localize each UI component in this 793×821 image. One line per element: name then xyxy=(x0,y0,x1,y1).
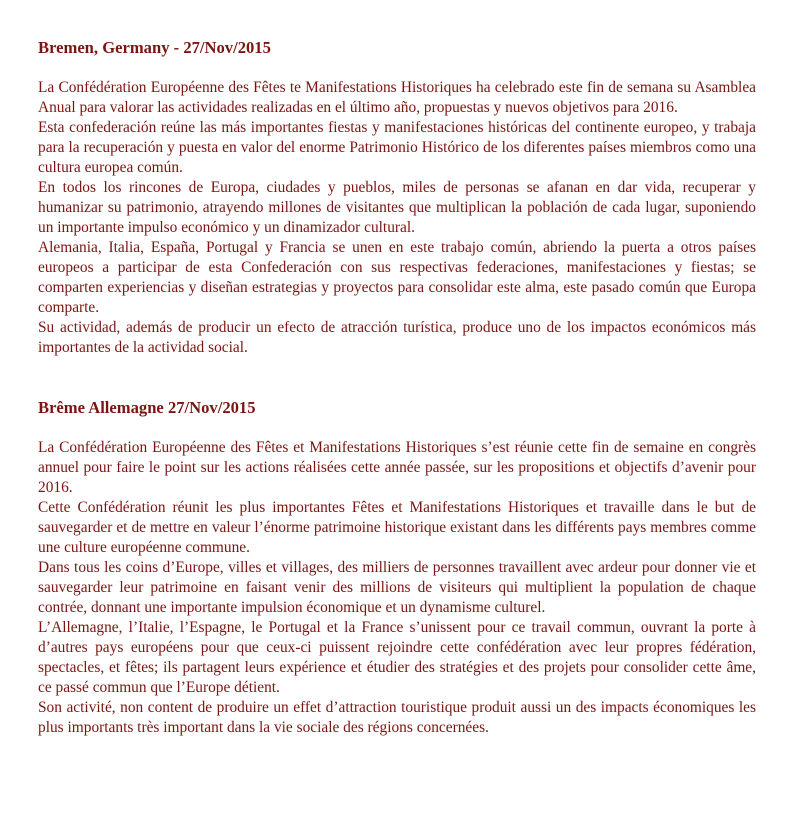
paragraph: La Confédération Européenne des Fêtes te Manifestations Historiques ha celebrado este fin de semana su Asamblea Anual para valorar las actividades realizadas en el último año, propuestas y nuevos objetivos para 2016. xyxy=(38,79,756,116)
section-title: Bremen, Germany - 27/Nov/2015 xyxy=(38,38,271,57)
paragraph: En todos los rincones de Europa, ciudades y pueblos, miles de personas se afanan en dar vida, recuperar y humanizar su patrimonio, atrayendo millones de visitantes que multiplican la población de cada lugar, suponiendo un importante impulso económico y un dinamizador cultural. xyxy=(38,179,756,236)
section-french xyxy=(38,397,756,738)
paragraph: La Confédération Européenne des Fêtes et Manifestations Historiques s’est réunie cette fin de semaine en congrès annuel pour faire le point sur les actions réalisées cette année passée, sur les propositions et objectifs d’avenir pour 2016. xyxy=(38,439,756,496)
paragraph: Esta confederación reúne las más importantes fiestas y manifestaciones históricas del continente europeo, y trabaja para la recuperación y puesta en valor del enorme Patrimonio Histórico de los diferentes países miembros como una cultura europea común. xyxy=(38,119,756,176)
section-spanish xyxy=(38,37,756,358)
paragraph: Alemania, Italia, España, Portugal y Francia se unen en este trabajo común, abriendo la puerta a otros países europeos a participar de esta Confederación con sus respectivas federaciones, manifestaciones y fiestas; se comparten experiencias y diseñan estrategias y proyectos para consolidar este alma, este pasado común que Europa comparte. xyxy=(38,239,756,316)
section-body xyxy=(38,78,756,358)
section-title: Brême Allemagne 27/Nov/2015 xyxy=(38,398,256,417)
paragraph: Su actividad, además de producir un efecto de atracción turística, produce uno de los impactos económicos más importantes de la actividad social. xyxy=(38,319,756,356)
paragraph: L’Allemagne, l’Italie, l’Espagne, le Portugal et la France s’unissent pour ce travail commun, ouvrant la porte à d’autres pays européens pour que ceux-ci puissent rejoindre cette confédération avec leur propres fédération, spectacles, et fêtes; ils partagent leurs expérience et étudier des stratégies et des projets pour consolider cette âme, ce passé commun que l’Europe détient. xyxy=(38,619,756,696)
paragraph: Cette Confédération réunit les plus importantes Fêtes et Manifestations Historiques et travaille dans le but de sauvegarder et de mettre en valeur l’énorme patrimoine historique existant dans les différents pays membres comme une culture européenne commune. xyxy=(38,499,756,556)
section-body xyxy=(38,438,756,738)
document-page xyxy=(38,37,756,738)
paragraph: Son activité, non content de produire un effet d’attraction touristique produit aussi un des impacts économiques les plus importants très important dans la vie sociale des régions concernées. xyxy=(38,699,756,736)
paragraph: Dans tous les coins d’Europe, villes et villages, des milliers de personnes travaillent avec ardeur pour donner vie et sauvegarder leur patrimoine en faisant venir des millions de visiteurs qui multiplient la population de chaque contrée, donnant une importante impulsion économique et un dynamisme culturel. xyxy=(38,559,756,616)
